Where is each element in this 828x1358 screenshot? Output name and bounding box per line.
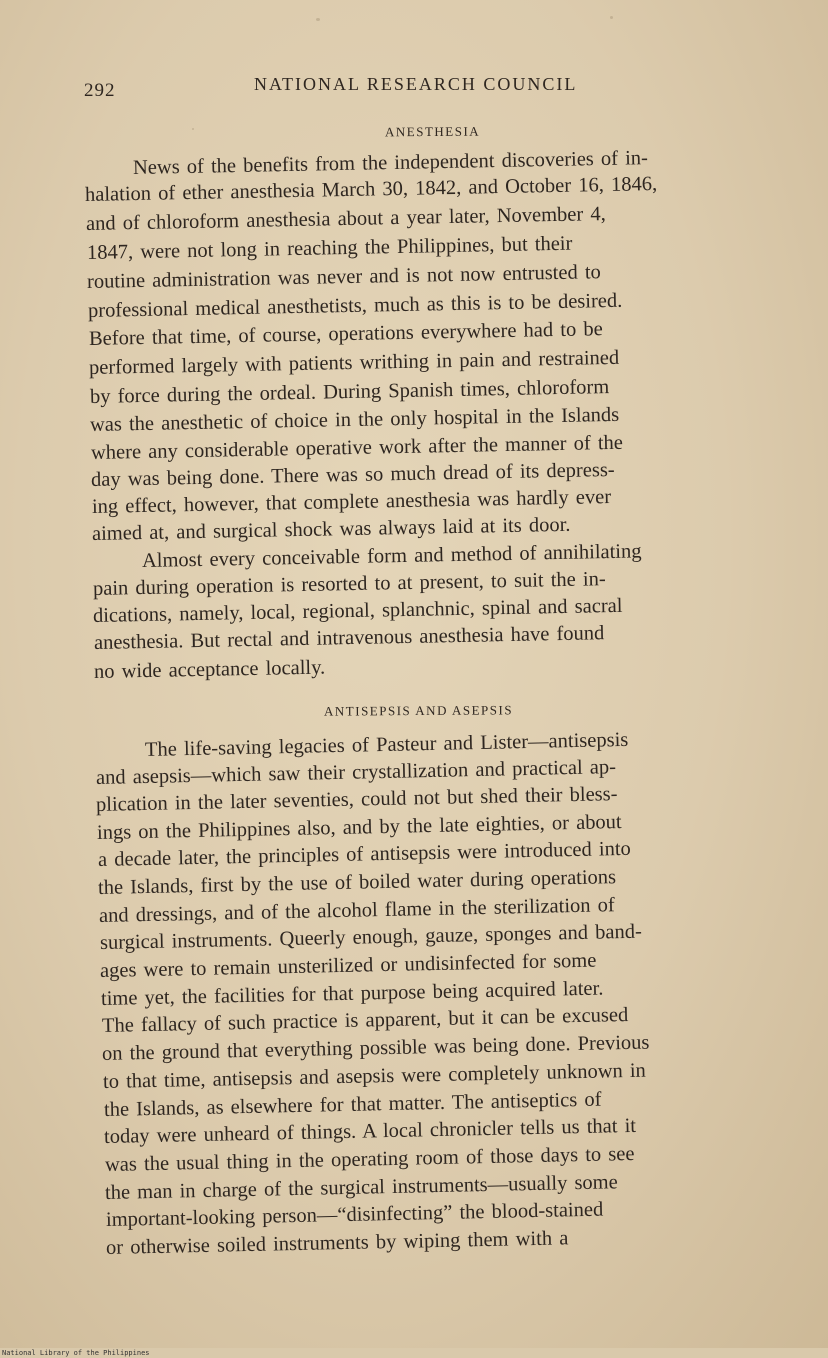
text-line: the Islands, first by the use of boiled water during operations [97,866,617,899]
text-line: day was being done. There was so much dread of its depress- [90,458,615,491]
paper-spot [316,18,320,21]
text-line: and dressings, and of the alcohol flame in the sterilization of [98,894,615,927]
text-line: by force during the ordeal. During Spanish times, chloroform [89,376,610,408]
text-line: important-looking person—“disinfecting” the blood-stained [105,1198,604,1231]
text-line: and of chloroform anesthesia about a year later, November 4, [85,203,606,235]
section-heading: ANESTHESIA [384,123,481,140]
text-line: to that time, antisepsis and asepsis were completely unknown in [102,1059,647,1093]
text-line: where any considerable operative work after the manner of the [90,431,624,464]
text-line: was the usual thing in the operating room of those days to see [104,1142,635,1176]
text-line: surgical instruments. Queerly enough, gauze, sponges and band- [99,920,643,954]
text-line: ages were to remain unsterilized or undisinfected for some [99,949,597,982]
text-line: routine administration was never and is not now entrusted to [86,261,602,293]
text-line: The life-saving legacies of Pasteur and Lister—antisepsis [144,728,629,761]
text-line: ings on the Philippines also, and by the late eighties, or about [96,811,622,844]
text-line: or otherwise soiled instruments by wiping them with a [105,1227,569,1259]
paper-spot [610,16,613,19]
text-line: News of the benefits from the independent discoveries of in- [132,147,649,179]
page-number: 292 [84,80,116,101]
text-line: ing effect, however, that complete anesthesia was hardly ever [91,486,612,518]
text-line: no wide acceptance locally. [93,656,326,683]
page-header [84,72,764,102]
text-line: was the anesthetic of choice in the only hospital in the Islands [89,403,620,436]
text-line: anesthesia. But rectal and intravenous anesthesia have found [93,622,605,654]
text-line: Before that time, of course, operations everywhere had to be [88,318,603,350]
text-line: the Islands, as elsewhere for that matter. The antiseptics of [103,1088,602,1121]
section-heading: ANTISEPSIS AND ASEPSIS [323,702,514,719]
text-line: performed largely with patients writhing in pain and restrained [88,346,620,379]
library-credit: National Library of the Philippines [2,1349,150,1357]
text-line: The fallacy of such practice is apparent, but it can be excused [101,1003,629,1037]
paper-spot [192,128,194,130]
text-line: professional medical anesthetists, much as this is to be desired. [87,289,623,322]
text-line: on the ground that everything possible was being done. Previous [101,1031,650,1065]
text-line: time yet, the facilities for that purpose being acquired later. [100,977,604,1010]
text-line: halation of ether anesthesia March 30, 1842, and October 16, 1846, [84,173,658,206]
text-line: today were unheard of things. A local chronicler tells us that it [103,1114,637,1148]
text-line: the man in charge of the surgical instruments—usually some [104,1171,618,1204]
text-line: plication in the later seventies, could not but shed their bless- [95,783,618,816]
running-head: NATIONAL RESEARCH COUNCIL [254,74,578,94]
text-line: dications, namely, local, regional, splanchnic, spinal and sacral [92,594,623,627]
text-line: pain during operation is resorted to at present, to suit the in- [92,568,606,600]
text-line: aimed at, and surgical shock was always laid at its door. [91,513,571,545]
text-line: and asepsis—which saw their crystallization and practical ap- [95,756,617,789]
text-line: 1847, were not long in reaching the Philippines, but their [86,232,573,264]
text-line: Almost every conceivable form and method of annihilating [141,540,642,572]
text-line: a decade later, the principles of antisepsis were introduced into [97,837,632,871]
